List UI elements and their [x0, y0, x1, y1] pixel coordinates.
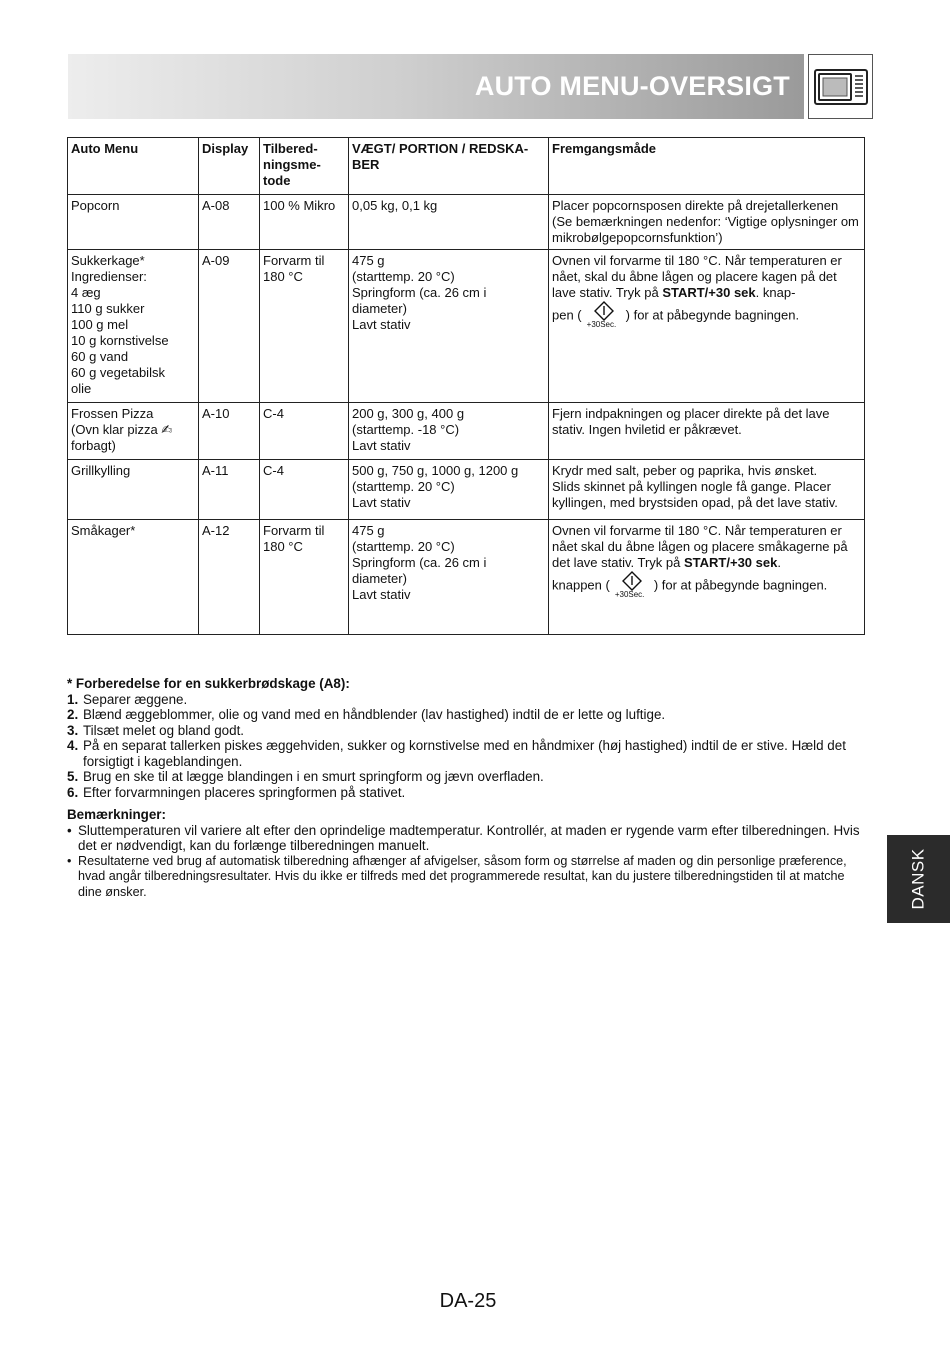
cell-method: 100 % Mikro — [260, 195, 349, 250]
start-button-symbol — [612, 571, 652, 601]
procedure-text: ) for at påbegynde bagningen. — [653, 577, 828, 593]
step-text: På en separat tallerken piskes æggehviden, sukker og kornstivelse med en håndmixer (høj hastighed) indtil de er stive. Hæld det forsigtigt i kageblandingen. — [83, 738, 846, 769]
prep-title: * Forberedelse for en sukkerbrødskage (A8): — [67, 676, 350, 691]
cell-weight: 475 g (starttemp. 20 °C) Springform (ca. 26 cm i diameter) Lavt stativ — [349, 520, 549, 635]
step-text: Brug en ske til at lægge blandingen i en smurt springform og jævn overfladen. — [83, 769, 544, 784]
title-banner — [68, 54, 804, 119]
start-key-label: START/+30 sek — [662, 285, 756, 300]
start-key-label: START/+30 sek — [684, 555, 778, 570]
step-number: 4. — [67, 738, 79, 753]
prep-step — [67, 707, 867, 723]
bullet-icon: • — [67, 853, 72, 868]
cell-menu: Popcorn — [68, 195, 199, 250]
procedure-text: . knappen ( — [552, 555, 781, 593]
table-row — [68, 403, 865, 460]
table-row — [68, 520, 865, 635]
cell-method: C-4 — [260, 403, 349, 460]
cell-procedure: Placer popcornsposen direkte på drejetallerkenen (Se bemærkningen nedenfor: ‘Vigtige oplysninger om mikrobølgepopcornsfunktion’) — [549, 195, 865, 250]
cell-menu: Småkager* — [68, 520, 199, 635]
cell-display: A-11 — [199, 460, 260, 520]
procedure-text: ) for at påbegynde bagningen. — [625, 307, 800, 323]
cell-display: A-12 — [199, 520, 260, 635]
col-header-auto-menu: Auto Menu — [68, 138, 199, 195]
bullet-icon: • — [67, 822, 72, 838]
table-row — [68, 460, 865, 520]
cell-weight: 200 g, 300 g, 400 g (starttemp. -18 °C) Lavt stativ — [349, 403, 549, 460]
prep-step — [67, 723, 867, 739]
cell-weight: 500 g, 750 g, 1000 g, 1200 g (starttemp. 20 °C) Lavt stativ — [349, 460, 549, 520]
cell-procedure — [549, 250, 865, 403]
prep-step — [67, 785, 867, 801]
cell-weight: 0,05 kg, 0,1 kg — [349, 195, 549, 250]
step-text: Separer æggene. — [83, 691, 188, 707]
procedure-text: Ovnen vil forvarme til 180 °C. Når temperaturen er nået skal du åbne lågen og placere småkagerne på det lave stativ. Tryk på — [552, 523, 848, 570]
step-text: Blænd æggeblommer, olie og vand med en håndblender (lav hastighed) indtil de er lette og luftige. — [83, 707, 666, 722]
step-text: Efter forvarmningen placeres springformen på stativet. — [83, 784, 406, 800]
start-diamond-icon — [594, 301, 614, 321]
remark-item — [67, 823, 867, 854]
prep-step — [67, 738, 867, 769]
cell-menu: Grillkylling — [68, 460, 199, 520]
cell-procedure: Fjern indpakningen og placer direkte på det lave stativ. Ingen hviletid er påkrævet. — [549, 403, 865, 460]
table-row — [68, 195, 865, 250]
procedure-text: . knap- pen ( — [552, 285, 796, 323]
notes-section — [67, 676, 867, 900]
table-row — [68, 250, 865, 403]
col-header-method: Tilbered- ningsme- tode — [260, 138, 349, 195]
step-number: 3. — [67, 722, 79, 738]
button-sub-label: +30Sec. — [586, 320, 617, 329]
cell-procedure — [549, 520, 865, 635]
cell-method: Forvarm til 180 °C — [260, 520, 349, 635]
cell-menu: Sukkerkage* Ingredienser: 4 æg 110 g sukker 100 g mel 10 g kornstivelse 60 g vand 60 g vegetabilsk olie — [68, 250, 199, 403]
cell-weight: 475 g (starttemp. 20 °C) Springform (ca. 26 cm i diameter) Lavt stativ — [349, 250, 549, 403]
step-number: 6. — [67, 784, 79, 800]
col-header-display: Display — [199, 138, 260, 195]
cell-method: C-4 — [260, 460, 349, 520]
cell-display: A-10 — [199, 403, 260, 460]
col-header-weight: VÆGT/ PORTION / REDSKA- BER — [349, 138, 549, 195]
button-sub-label: +30Sec. — [614, 590, 645, 599]
cell-display: A-08 — [199, 195, 260, 250]
cell-menu: Frossen Pizza (Ovn klar pizza ✍ forbagt) — [68, 403, 199, 460]
col-header-procedure: Fremgangsmåde — [549, 138, 865, 195]
remarks-title: Bemærkninger: — [67, 807, 166, 822]
language-tab — [887, 835, 950, 923]
table-header-row — [68, 138, 865, 195]
step-number: 5. — [67, 769, 79, 784]
prep-step — [67, 692, 867, 708]
step-number: 1. — [67, 691, 79, 707]
auto-menu-table — [67, 137, 865, 635]
page-title: AUTO MENU-OVERSIGT — [474, 71, 790, 101]
start-diamond-icon — [622, 571, 642, 591]
cell-method: Forvarm til 180 °C — [260, 250, 349, 403]
start-button-symbol — [584, 301, 624, 331]
remark-item — [67, 854, 867, 901]
procedure-text: Ovnen vil forvarme til 180 °C. Når temperaturen er nået, skal du åbne lågen og placere kagen på det lave stativ. Tryk på — [552, 253, 842, 300]
page-number: DA-25 — [439, 1290, 497, 1312]
step-text: Tilsæt melet og bland godt. — [83, 722, 245, 738]
step-number: 2. — [67, 707, 79, 722]
cell-procedure: Krydr med salt, peber og paprika, hvis ønsket. Slids skinnet på kyllingen nogle få gange. Placer kyllingen, med brystsiden opad, på det lave stativ. — [549, 460, 865, 520]
cell-display: A-09 — [199, 250, 260, 403]
language-label: DANSK — [908, 848, 928, 910]
microwave-icon — [808, 54, 873, 119]
remark-text: Resultaterne ved brug af automatisk tilberedning afhænger af afvigelser, såsom form og størrelse af maden og din personlige præference, hvad angår tilberedningsresultater. Hvis du ikke er tilfreds med det programmerede resultat, kan du justere tilberedningstiden til at matche dine ønsker. — [78, 853, 847, 899]
prep-step — [67, 769, 867, 785]
remark-text: Sluttemperaturen vil variere alt efter den oprindelige madtemperatur. Kontrollér, at maden er rygende varm efter tilberedningen. Hvis det er nødvendigt, kan du forlænge tilberedningen manuelt. — [78, 822, 860, 853]
